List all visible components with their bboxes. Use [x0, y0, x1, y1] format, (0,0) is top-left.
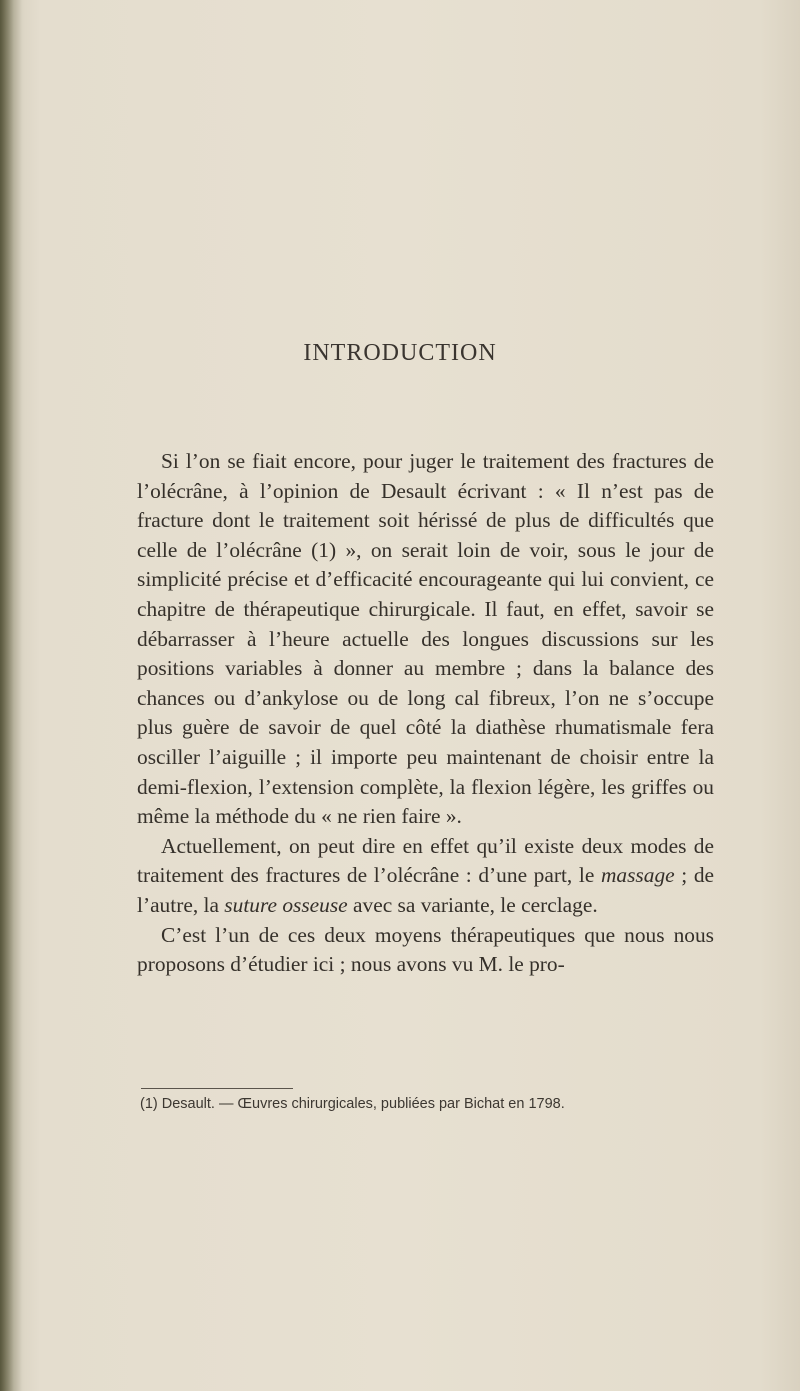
paragraph-1: Si l’on se fiait encore, pour juger le traitement des fractures de l’olécrâne, à l’opinion de Desault écrivant : « Il n’est pas de fracture dont le traitement soit hérissé de plus de difficultés que celle de l’olécrâne (1) », on serait loin de voir, sous le jour de simplicité précise et d’efficacité encourageante qui lui convient, ce chapitre de thérapeutique chirurgicale. Il faut, en effet, savoir se débarrasser à l’heure actuelle des longues discussions sur les positions variables à donner au membre ; dans la balance des chances ou d’ankylose ou de long cal fibreux, l’on ne s’occupe plus guère de savoir de quel côté la diathèse rhumatismale fera osciller l’aiguille ; il importe peu maintenant de choisir entre la demi-flexion, l’extension complète, la flexion légère, les griffes ou même la méthode du « ne rien faire ».	[137, 449, 714, 829]
body-text	[137, 447, 714, 980]
suture-term: suture osseuse	[224, 892, 348, 917]
massage-term: massage	[600, 863, 675, 888]
paragraph-3: C’est l’un de ces deux moyens thérapeutiques que nous nous proposons d’étudier ici ; nous avons vu M. le pro-	[137, 922, 714, 977]
page-heading: INTRODUCTION	[303, 340, 497, 366]
paragraph-2	[137, 832, 714, 921]
footnote-rule	[141, 1088, 293, 1089]
book-spine-shadow	[0, 0, 22, 1391]
paragraph-2-part-c: avec sa variante, le cerclage.	[347, 892, 598, 917]
footnote: (1) Desault. — Œuvres chirurgicales, publiées par Bichat en 1798.	[140, 1096, 565, 1112]
paragraph-2-part-a: Actuellement, on peut dire en effet qu’il existe deux modes de traitement des fractures de l’olécrâne : d’une part, le	[137, 833, 714, 888]
paragraph-2-part-b: ; de l’autre, la	[137, 863, 715, 917]
